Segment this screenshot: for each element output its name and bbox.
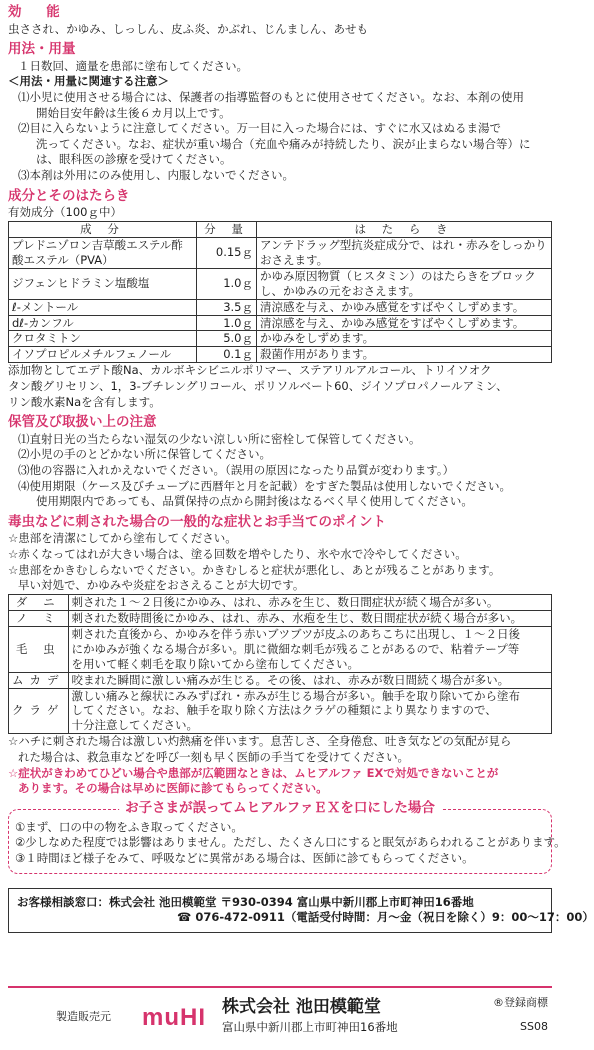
ingredient-amount: 3.5ｇ <box>197 299 257 315</box>
ingredient-name: プレドニゾロン吉草酸エステル酢酸エステル（PVA） <box>9 237 197 268</box>
symptom-text: 激しい痛みと線状にみみずばれ・赤みが生じる場合が多い。触手を取り除いてから塗布 <box>71 688 520 703</box>
trademark-note: ®登録商標 <box>493 996 548 1009</box>
table-row <box>9 594 552 610</box>
usage-subheading: ＜用法・用量に関連する注意＞ <box>8 74 169 89</box>
insect-tip: ☆患部をかきむしらないでください。かきむしると症状が悪化し、あとが残ることがあります。 <box>8 562 501 577</box>
ingredients-subtitle: 有効成分（100ｇ中） <box>8 205 122 220</box>
column-header: 成 分 <box>9 221 197 237</box>
ingredient-amount: 1.0ｇ <box>197 268 257 299</box>
ingredient-amount: 1.0ｇ <box>197 315 257 331</box>
ingredients-heading: 成分とそのはたらき <box>8 187 130 204</box>
contact-address: お客様相談窓口：株式会社 池田模範堂 〒930-0394 富山県中新川郡上市町神田16番地 <box>17 894 474 909</box>
insect-section <box>8 514 552 797</box>
manufacturer-label: 製造販売元 <box>56 1010 111 1023</box>
ingredient-amount: 0.15ｇ <box>197 237 257 268</box>
ingredient-name: イソプロピルメチルフェノール <box>9 347 197 363</box>
usage-note: ⑵目に入らないように注意してください。万一目に入った場合には、すぐに水又はぬるま湯で <box>18 121 501 136</box>
table-row <box>9 299 552 315</box>
ingredient-name: クロタミトン <box>9 331 197 347</box>
ingredient-function: 清涼感を与え、かゆみ感覚をすばやくしずめます。 <box>257 299 552 315</box>
usage-heading: 用法・用量 <box>8 41 76 58</box>
children-ingestion-item: ①まず、口の中の物をふき取ってください。 <box>15 819 243 834</box>
ingredient-name: ℓ-メントール <box>9 299 197 315</box>
insect-tip: 早い対処で、かゆみや炎症をおさえることが大切です。 <box>18 578 305 593</box>
storage-item: ⑶他の容器に入れかえないでください。（誤用の原因になったり品質が変わります。） <box>18 463 455 477</box>
symptom-text: 刺された１～２日後にかゆみ、はれ、赤みを生じ、数日間症状が続く場合が多い。 <box>71 594 499 609</box>
children-ingestion-title: お子さまが誤ってムヒアルファＥＸを口にした場合 <box>119 800 441 818</box>
manufacturer-footer <box>8 986 552 1050</box>
ingredient-function: かゆみ原因物質（ヒスタミン）のはたらきをブロックし、かゆみの元をおさえます。 <box>257 268 552 299</box>
storage-item: ⑵小児の手のとどかない所に保管してください。 <box>18 447 271 462</box>
product-code: SS08 <box>520 1020 548 1033</box>
ingredient-amount: 5.0ｇ <box>197 331 257 347</box>
usage-note: ⑶本剤は外用にのみ使用し、内服しないでください。 <box>18 168 294 183</box>
storage-item: ⑴直射日光の当たらない湿気の少ない涼しい所に密栓して保管してください。 <box>18 431 421 446</box>
efficacy-section <box>8 4 552 37</box>
symptom-table <box>8 594 552 734</box>
usage-note: 開始目安年齢は生後６カ月以上です。 <box>36 105 231 120</box>
symptom-text: 十分注意してください。 <box>71 718 198 733</box>
storage-item: ⑷使用期限（ケース及びチューブに西暦年と月を記載）をすぎた製品は使用しないでください。 <box>18 478 511 493</box>
table-row <box>9 347 552 363</box>
storage-item: 使用期限内であっても、品質保持の点から開封後はなるべく早く使用してください。 <box>36 494 473 509</box>
usage-note: ⑴小児に使用させる場合には、保護者の指導監督のもとに使用させてください。なお、本剤の使用 <box>18 89 524 104</box>
bee-note: れた場合は、救急車などを呼び一刻も早く医師の手当てを受けてください。 <box>18 749 409 764</box>
table-row <box>9 331 552 347</box>
insect-tip: ☆赤くなってはれが大きい場合は、塗る回数を増やしたり、氷や水で冷やしてください。 <box>8 547 467 562</box>
insect-label: ノ ミ <box>9 610 69 626</box>
children-ingestion-item: ②少しなめた程度では影響はありません。ただし、たくさん口にすると眠気があらわれることがあります。 <box>15 835 566 850</box>
ingredient-function: アンテドラッグ型抗炎症成分で、はれ・赤みをしっかりおさえます。 <box>257 237 552 268</box>
usage-note: 洗ってください。なお、症状が重い場合（充血や痛みが持続したり、涙が止まらない場合等）に <box>36 136 531 151</box>
table-row <box>9 315 552 331</box>
insect-label: 毛 虫 <box>9 626 69 672</box>
symptom-text: を用いて軽く刺毛を取り除いてから塗布してください。 <box>71 656 359 671</box>
contact-phone: ☎ 076-472-0911（電話受付時間：月～金（祝日を除く）9：00～17：00） <box>177 910 594 925</box>
usage-note: は、眼科医の診療を受けてください。 <box>36 152 232 167</box>
insect-label: ムカデ <box>9 672 69 688</box>
symptom-text: 刺された直後から、かゆみを伴う赤いブツブツが皮ふのあちこちに出現し、１～２日後 <box>71 626 520 641</box>
efficacy-text: 虫さされ、かゆみ、しっしん、皮ふ炎、かぶれ、じんましん、あせも <box>8 21 368 36</box>
storage-section <box>8 414 552 510</box>
column-header: は た ら き <box>257 221 552 237</box>
additives-text: 添加物としてエデト酸Na、カルボキシビニルポリマー、ステアリルアルコール、トリイソオク <box>8 363 492 378</box>
insect-label: クラゲ <box>9 688 69 734</box>
children-ingestion-item: ③１時間ほど様子をみて、呼吸などに異常がある場合は、医師に診てもらってください。 <box>15 851 474 866</box>
muhi-logo: muHI <box>142 1004 206 1031</box>
symptom-text: してください。なお、触手を取り除く方法はクラゲの種類により異なりますので、 <box>71 703 497 718</box>
additives-text: タン酸グリセリン、1，3-ブチレングリコール、ポリソルベート60、ジイソプロパノールアミン、 <box>8 378 508 393</box>
ingredient-name: dℓ-カンフル <box>9 315 197 331</box>
table-row <box>9 626 552 672</box>
ingredients-section <box>8 188 552 410</box>
storage-heading: 保管及び取扱い上の注意 <box>8 414 157 431</box>
warning-note: あります。その場合は早めに医師に診てもらってください。 <box>18 781 328 796</box>
ingredient-amount: 0.1ｇ <box>197 347 257 363</box>
ingredient-function: かゆみをしずめます。 <box>257 331 552 347</box>
bee-note: ☆ハチに刺された場合は激しい灼熱痛を伴います。息苦しさ、全身倦怠、吐き気などの気配が見ら <box>8 734 512 749</box>
table-row <box>9 688 552 734</box>
manufacturer-address: 富山県中新川郡上市町神田16番地 <box>222 1020 398 1034</box>
table-header-row <box>9 221 552 237</box>
insect-tip: ☆患部を清潔にしてから塗布してください。 <box>8 531 237 546</box>
table-row <box>9 237 552 268</box>
table-row <box>9 672 552 688</box>
ingredient-function: 殺菌作用があります。 <box>257 347 552 363</box>
symptom-text: にかゆみが強くなる場合が多い。肌に微細な刺毛が残ることがあるので、粘着テープ等 <box>71 641 520 656</box>
column-header: 分 量 <box>197 221 257 237</box>
ingredient-function: 清涼感を与え、かゆみ感覚をすばやくしずめます。 <box>257 315 552 331</box>
insect-label: ダ ニ <box>9 594 69 610</box>
symptom-text: 咬まれた瞬間に激しい痛みが生じる。その後、はれ、赤みが数日間続く場合が多い。 <box>71 672 510 687</box>
warning-note: ☆症状がきわめてひどい場合や患部が広範囲なときは、ムヒアルファ EXで対処できないことが <box>8 765 499 780</box>
additives-text: リン酸水素Naを含有します。 <box>8 394 161 409</box>
efficacy-heading: 効 能 <box>8 4 70 20</box>
usage-text: １日数回、適量を患部に塗布してください。 <box>18 58 248 73</box>
usage-section <box>8 41 552 184</box>
children-ingestion-box <box>8 799 566 874</box>
symptom-text: 刺された数時間後にかゆみ、はれ、赤み、水疱を生じ、数日間症状が続く場合が多い。 <box>71 610 523 625</box>
ingredients-table <box>8 221 552 363</box>
ingredient-name: ジフェンヒドラミン塩酸塩 <box>9 268 197 299</box>
table-row <box>9 268 552 299</box>
manufacturer-name: 株式会社 池田模範堂 <box>222 997 381 1017</box>
insect-heading: 毒虫などに刺された場合の一般的な症状とお手当てのポイント <box>8 513 386 530</box>
table-row <box>9 610 552 626</box>
customer-contact-box <box>8 888 594 933</box>
